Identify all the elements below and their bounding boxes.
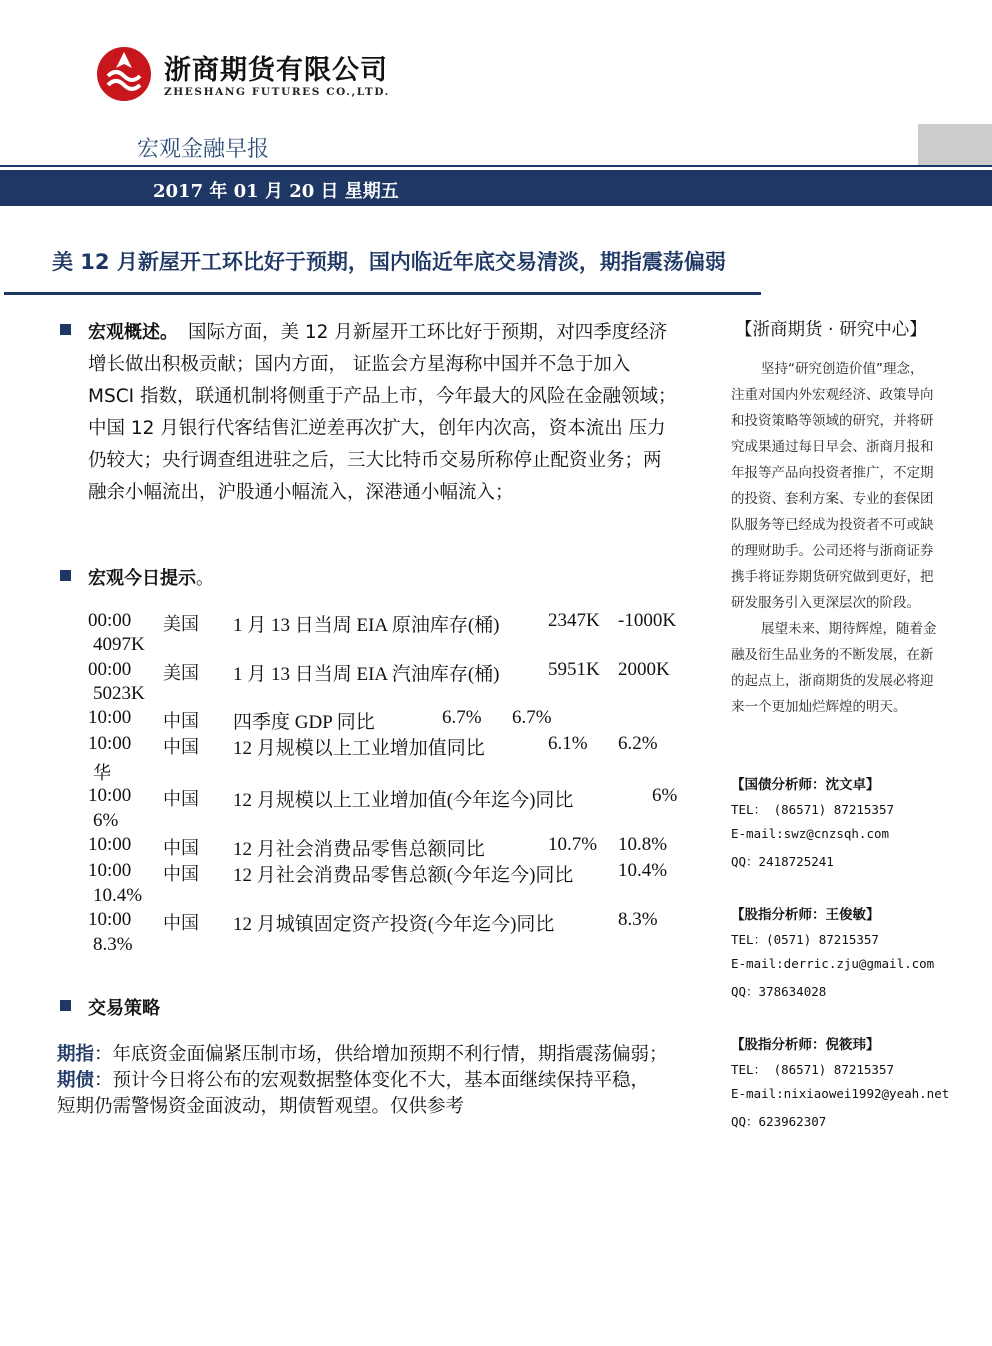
event-time: 00:00 — [88, 610, 132, 631]
event-time: 10:00 — [88, 834, 132, 855]
company-name-cn: 浙商期货有限公司 — [164, 55, 388, 86]
company-logo — [96, 46, 152, 102]
sidebar-line: 队服务等已经成为投资者不可或缺 — [731, 517, 934, 533]
overview-line: 中国 12 月银行代客结售汇逆差再次扩大，创年内次高，资本流出 压力 — [88, 418, 666, 439]
bullet-square — [60, 1000, 71, 1011]
event-value: 6.7% — [442, 707, 482, 728]
event-value: -1000K — [618, 610, 677, 631]
analyst-qq: QQ：378634028 — [731, 984, 827, 999]
analyst-tel: TEL：(0571) 87215357 — [731, 932, 879, 947]
sidebar-line: 携手将证券期货研究做到更好，把 — [731, 569, 934, 585]
event-country: 美国 — [163, 663, 199, 684]
overview-line: 增长做出积极贡献；国内方面， 证监会方星海称中国并不急于加入 — [88, 354, 631, 375]
event-name: 1 月 13 日当周 EIA 汽油库存(桶) — [233, 664, 500, 685]
overview-title: 宏观概述。 — [88, 322, 178, 343]
analyst-email[interactable]: E-mail:nixiaowei1992@yeah.net — [731, 1086, 950, 1101]
event-country: 中国 — [163, 789, 199, 810]
analyst-title: 【股指分析师：倪筱玮】 — [731, 1037, 880, 1053]
event-value: 4097K — [93, 634, 145, 655]
event-time: 10:00 — [88, 909, 132, 930]
event-time: 10:00 — [88, 785, 132, 806]
bullet-square — [60, 570, 71, 581]
event-name: 四季度 GDP 同比 — [233, 712, 375, 733]
event-country: 中国 — [163, 737, 199, 758]
event-value: 10.7% — [548, 834, 598, 855]
event-time: 10:00 — [88, 733, 132, 754]
event-value: 10.4% — [93, 885, 143, 906]
analyst-title: 【国债分析师：沈文卓】 — [731, 777, 880, 793]
strategy-bond-cont: 短期仍需警惕资金面波动，期债暂观望。仅供参考 — [57, 1096, 465, 1117]
event-value: 5951K — [548, 659, 600, 680]
date-bar — [0, 170, 992, 206]
event-country: 中国 — [163, 838, 199, 859]
event-time: 10:00 — [88, 707, 132, 728]
sidebar-line: 来一个更加灿烂辉煌的明天。 — [731, 699, 907, 715]
sidebar-line: 的投资、套利方案、专业的套保团 — [731, 491, 934, 507]
event-value: 6% — [652, 785, 678, 806]
event-value: 8.3% — [93, 934, 133, 955]
analyst-tel: TEL： (86571) 87215357 — [731, 1062, 895, 1077]
sidebar-line: 和投资策略等领域的研究，并将研 — [731, 413, 934, 429]
analyst-title: 【股指分析师：王俊敏】 — [731, 907, 880, 923]
event-value: 2347K — [548, 610, 600, 631]
strategy-index: 期指：年底资金面偏紧压制市场，供给增加预期不利行情，期指震荡偏弱； — [57, 1044, 668, 1065]
sidebar-line: 融及衍生品业务的不断发展，在新 — [731, 647, 934, 663]
sidebar-line: 的起点上，浙商期货的发展必将迎 — [731, 673, 934, 689]
report-date: 2017 年 01 月 20 日 星期五 — [153, 181, 399, 202]
overview-line: 融余小幅流出，沪股通小幅流入，深港通小幅流入； — [88, 482, 514, 503]
event-name: 12 月社会消费品零售总额同比 — [233, 839, 485, 860]
event-name: 12 月规模以上工业增加值(今年迄今)同比 — [233, 790, 574, 811]
event-value: 华 — [93, 763, 111, 784]
event-name: 1 月 13 日当周 EIA 原油库存(桶) — [233, 615, 500, 636]
event-value: 10.4% — [618, 860, 668, 881]
event-value: 6% — [93, 810, 119, 831]
event-country: 美国 — [163, 614, 199, 635]
divider — [0, 165, 992, 167]
decorative-block — [918, 124, 992, 166]
sidebar-line: 的理财助手。公司还将与浙商证券 — [731, 543, 934, 559]
sidebar-line: 坚持“研究创造价值”理念， — [761, 361, 924, 377]
sidebar-line: 注重对国内外宏观经济、政策导向 — [731, 387, 934, 403]
overview-line: 仍较大；央行调查组进驻之后，三大比特币交易所称停止配资业务；两 — [88, 450, 662, 471]
event-value: 10.8% — [618, 834, 668, 855]
event-name: 12 月规模以上工业增加值同比 — [233, 738, 485, 759]
analyst-tel: TEL： (86571) 87215357 — [731, 802, 895, 817]
analyst-email[interactable]: E-mail:swz@cnzsqh.com — [731, 826, 890, 841]
event-value: 6.1% — [548, 733, 588, 754]
event-value: 8.3% — [618, 909, 658, 930]
report-type: 宏观金融早报 — [137, 137, 270, 162]
strategy-bond: 期债：预计今日将公布的宏观数据整体变化不大，基本面继续保持平稳， — [57, 1070, 650, 1091]
company-name-en: ZHESHANG FUTURES CO.,LTD. — [164, 86, 390, 98]
headline: 美 12 月新屋开工环比好于预期，国内临近年底交易清淡，期指震荡偏弱 — [52, 250, 726, 274]
sidebar-line: 究成果通过每日早会、浙商月报和 — [731, 439, 934, 455]
event-value: 6.2% — [618, 733, 658, 754]
event-country: 中国 — [163, 864, 199, 885]
analyst-qq: QQ：2418725241 — [731, 854, 834, 869]
sidebar-title: 【浙商期货 · 研究中心】 — [735, 320, 927, 340]
analyst-qq: QQ：623962307 — [731, 1114, 827, 1129]
event-value: 6.7% — [512, 707, 552, 728]
bullet-square — [60, 324, 71, 335]
today-title: 宏观今日提示。 — [88, 568, 214, 589]
overview-line: 国际方面，美 12 月新屋开工环比好于预期，对四季度经济 — [188, 322, 668, 343]
event-name: 12 月社会消费品零售总额(今年迄今)同比 — [233, 865, 574, 886]
analyst-email[interactable]: E-mail:derric.zju@gmail.com — [731, 956, 935, 971]
headline-divider — [4, 292, 761, 295]
sidebar-line: 年报等产品向投资者推广，不定期 — [731, 465, 934, 481]
strategy-title: 交易策略 — [88, 998, 160, 1019]
event-name: 12 月城镇固定资产投资(今年迄今)同比 — [233, 914, 555, 935]
sidebar-line: 展望未来、期待辉煌，随着金 — [761, 621, 937, 637]
sidebar-line: 研发服务引入更深层次的阶段。 — [731, 595, 920, 611]
event-time: 10:00 — [88, 860, 132, 881]
event-country: 中国 — [163, 711, 199, 732]
event-time: 00:00 — [88, 659, 132, 680]
event-value: 5023K — [93, 683, 145, 704]
overview-line: MSCI 指数，联通机制将侧重于产品上市，今年最大的风险在金融领域； — [88, 386, 677, 407]
event-value: 2000K — [618, 659, 670, 680]
event-country: 中国 — [163, 913, 199, 934]
